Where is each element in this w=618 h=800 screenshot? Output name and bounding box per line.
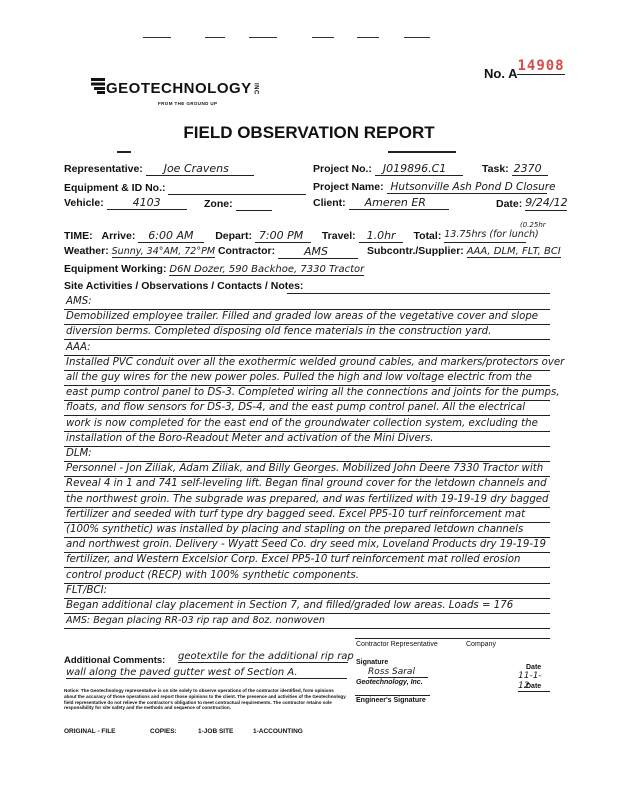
project-no-row <box>313 162 463 176</box>
top-mark <box>249 37 277 38</box>
ruled-line <box>64 415 550 416</box>
travel-label: Travel: <box>321 230 356 242</box>
zone-label: Zone: <box>204 198 233 210</box>
representative-value: Joe Cravens <box>146 162 254 176</box>
time-row <box>64 228 539 242</box>
project-name-label: Project Name: <box>313 181 384 193</box>
zone-value <box>236 196 272 211</box>
brand-name: GEOTECHNOLOGYINC <box>106 80 259 97</box>
ruled-line <box>64 522 550 523</box>
total-value: 13.75hrs (for lunch) <box>444 228 526 243</box>
top-mark <box>143 37 171 38</box>
equipment-working-value: D6N Dozer, 590 Backhoe, 7330 Tractor <box>169 264 365 275</box>
note-line: AMS: Began placing RR-03 rip rap and 8oz. nonwoven <box>66 615 325 627</box>
equipment-working-row <box>64 262 364 276</box>
equipment-id-value <box>168 180 306 195</box>
client-row <box>313 196 449 210</box>
report-number-label: No. A <box>484 66 518 81</box>
note-line: (100% synthetic) was installed by placing and stapling on the prepared letdown channels <box>66 524 524 535</box>
date-row <box>496 196 567 210</box>
brand-tagline: FROM THE GROUND UP <box>158 101 218 106</box>
note-line: fertilizer, and Western Excelsior Corp. Excel PP5-10 turf reinforcement mat rolled erosion <box>66 554 521 566</box>
ruled-line <box>64 598 550 599</box>
company-label: Company <box>466 641 496 648</box>
depart-label: Depart: <box>215 230 252 242</box>
weather-label: Weather: <box>64 245 109 257</box>
engineer-sig-line <box>355 695 430 696</box>
ruled-line <box>64 355 550 356</box>
total-note: (0.25hr <box>520 221 546 229</box>
date-small-label: Date <box>526 664 542 671</box>
title-mark <box>117 151 131 153</box>
time-label: TIME: <box>64 230 93 242</box>
note-line: Reveal 4 in 1 and 741 self-leveling lift. Began final ground cover for the letdown channels and <box>66 478 547 490</box>
signature-date-value: 11-1-12 <box>518 671 550 692</box>
depart-value: 7:00 PM <box>255 229 311 243</box>
equipment-working-label: Equipment Working: <box>64 263 167 275</box>
ruled-line <box>64 583 550 584</box>
signature-value: Ross Saral <box>368 667 428 678</box>
signature-label: Signature <box>356 659 389 666</box>
note-line: control product (RECP) with 100% synthetic components. <box>66 569 359 581</box>
ruled-line <box>64 613 550 614</box>
note-line: fertilizer and seeded with turf type dry bagged seed. Excel PP5-10 turf reinforcement mat <box>66 508 526 520</box>
ruled-line <box>64 324 550 325</box>
additional-comment-line-1: geotextile for the additional rip rap <box>178 651 354 662</box>
note-line: Began additional clay placement in Section 7, and filled/graded low areas. Loads = 176 <box>66 600 514 611</box>
note-line: Personnel - Jon Ziliak, Adam Ziliak, and Billy Georges. Mobilized John Deere 7330 Tractor with <box>66 463 544 475</box>
representative-label: Representative: <box>64 163 143 175</box>
ruled-line <box>64 446 550 447</box>
brand-suffix: INC <box>252 83 259 95</box>
ruled-line <box>287 293 550 294</box>
task-label: Task: <box>482 163 509 175</box>
ruled-line <box>64 385 550 386</box>
top-mark <box>312 37 334 38</box>
distribution-original: ORIGINAL - FILE <box>64 728 116 735</box>
additional-comment-line-2: wall along the paved gutter west of Section A. <box>66 667 347 679</box>
ruled-line <box>64 400 550 401</box>
subcontr-label: Subcontr./Supplier: <box>366 245 464 257</box>
note-line: Installed PVC conduit over all the exothermic welded ground cables, and markers/protectors over <box>66 356 565 368</box>
client-value: Ameren ER <box>349 196 449 210</box>
contractor-rep-label: Contractor Representative <box>356 641 438 648</box>
note-line: FLT/BCI: <box>66 584 108 596</box>
ruled-line <box>64 476 550 477</box>
note-line: installation of the Boro-Readout Meter and activation of the Mini Divers. <box>66 432 434 444</box>
ruled-line <box>64 309 550 310</box>
arrive-value: 6:00 AM <box>138 229 204 243</box>
ruled-line <box>64 567 550 568</box>
note-line: all the guy wires for the new power poles. Pulled the high and low voltage electric from the <box>66 372 532 383</box>
zone-row <box>204 196 272 210</box>
ruled-line <box>64 431 550 432</box>
contractor-rep-line <box>355 638 550 639</box>
vehicle-label: Vehicle: <box>64 197 104 209</box>
ruled-line <box>64 552 550 553</box>
date-value: 9/24/12 <box>525 196 568 209</box>
client-label: Client: <box>313 197 346 209</box>
ruled-line <box>64 507 550 508</box>
task-row <box>482 162 548 176</box>
date-small-label-2: Date <box>526 683 542 690</box>
task-value: 2370 <box>512 162 548 176</box>
site-activities-label: Site Activities / Observations / Contacts / Notes: <box>64 280 304 292</box>
ruled-line <box>64 370 550 371</box>
distribution-job-site: 1-JOB SITE <box>198 728 234 735</box>
geotech-inc-label: Geotechnology, Inc. <box>356 679 423 686</box>
note-line: work is now completed for the east end of the groundwater collection system, excluding the <box>66 417 538 429</box>
equipment-id-row <box>64 180 306 194</box>
note-line: DLM: <box>66 448 92 459</box>
date-label: Date: <box>496 198 523 210</box>
representative-row <box>64 162 254 176</box>
note-line: and northwest groin. Delivery - Wyatt Seed Co. dry seed mix, Loveland Products dry 19-19-19 <box>66 539 547 551</box>
contractor-label: Contractor: <box>217 245 276 257</box>
ruled-line <box>64 537 550 538</box>
note-line: AMS: <box>66 296 92 307</box>
note-line: diversion berms. Completed disposing old fence materials in the construction yard. <box>66 326 492 338</box>
top-mark <box>404 37 430 38</box>
ruled-line <box>64 491 550 492</box>
project-no-value: J019896.C1 <box>375 162 463 176</box>
note-line: the northwest groin. The subgrade was prepared, and was fertilized with 19-19-19 dry bagged <box>66 493 549 505</box>
geotechnology-logo-icon <box>91 78 105 94</box>
project-name-value: Hutsonville Ash Pond D Closure <box>387 180 547 194</box>
equipment-id-label: Equipment & ID No.: <box>64 182 166 194</box>
project-no-label: Project No.: <box>313 163 372 175</box>
note-line: floats, and flow sensors for DS-3, DS-4, and the east pump control panel. All the electrical <box>66 402 526 414</box>
vehicle-row <box>64 196 187 210</box>
engineer-sig-label: Engineer's Signature <box>356 697 426 704</box>
ruled-line <box>64 628 550 629</box>
total-label: Total: <box>413 230 442 242</box>
weather-row <box>64 244 561 258</box>
page-title: FIELD OBSERVATION REPORT <box>183 123 435 142</box>
note-line: AAA: <box>66 341 91 353</box>
ruled-line <box>64 461 550 462</box>
distribution-copies: COPIES: <box>150 728 177 735</box>
top-mark <box>357 37 379 38</box>
note-line: Demobilized employee trailer. Filled and graded low areas of the vegetative cover and slope <box>66 311 539 323</box>
top-mark <box>205 37 225 38</box>
weather-value: Sunny, 34°AM, 72°PM <box>111 246 216 257</box>
site-activities-header <box>64 279 550 293</box>
vehicle-value: 4103 <box>107 196 187 210</box>
note-line: east pump control panel to DS-3. Completed wiring all the connections and joints for the pumps, <box>66 387 560 399</box>
project-name-row <box>313 180 556 194</box>
contractor-value: AMS <box>278 245 358 259</box>
subcontr-value: AAA, DLM, FLT, BCI <box>466 246 561 257</box>
report-number <box>484 58 565 82</box>
travel-value: 1.0hr <box>359 229 403 243</box>
arrive-label: Arrive: <box>101 230 136 242</box>
distribution-accounting: 1-ACCOUNTING <box>253 728 303 735</box>
ruled-line <box>64 339 550 340</box>
report-number-value: 14908 <box>517 58 565 74</box>
additional-comments-label: Additional Comments: <box>64 655 166 666</box>
notice-text: Notice: The Geotechnology representative is on site solely to observe operations of the contractor identified, form opinions about the accuracy of those operations and report those opinions to the client. The presence and activities of the Geotechnology field representative do not relieve the contractor's obligation to meet contractual requirements. The contractor retains sole responsibility for site safety and the methods and sequence of construction. <box>64 688 346 711</box>
title-mark <box>388 151 456 153</box>
